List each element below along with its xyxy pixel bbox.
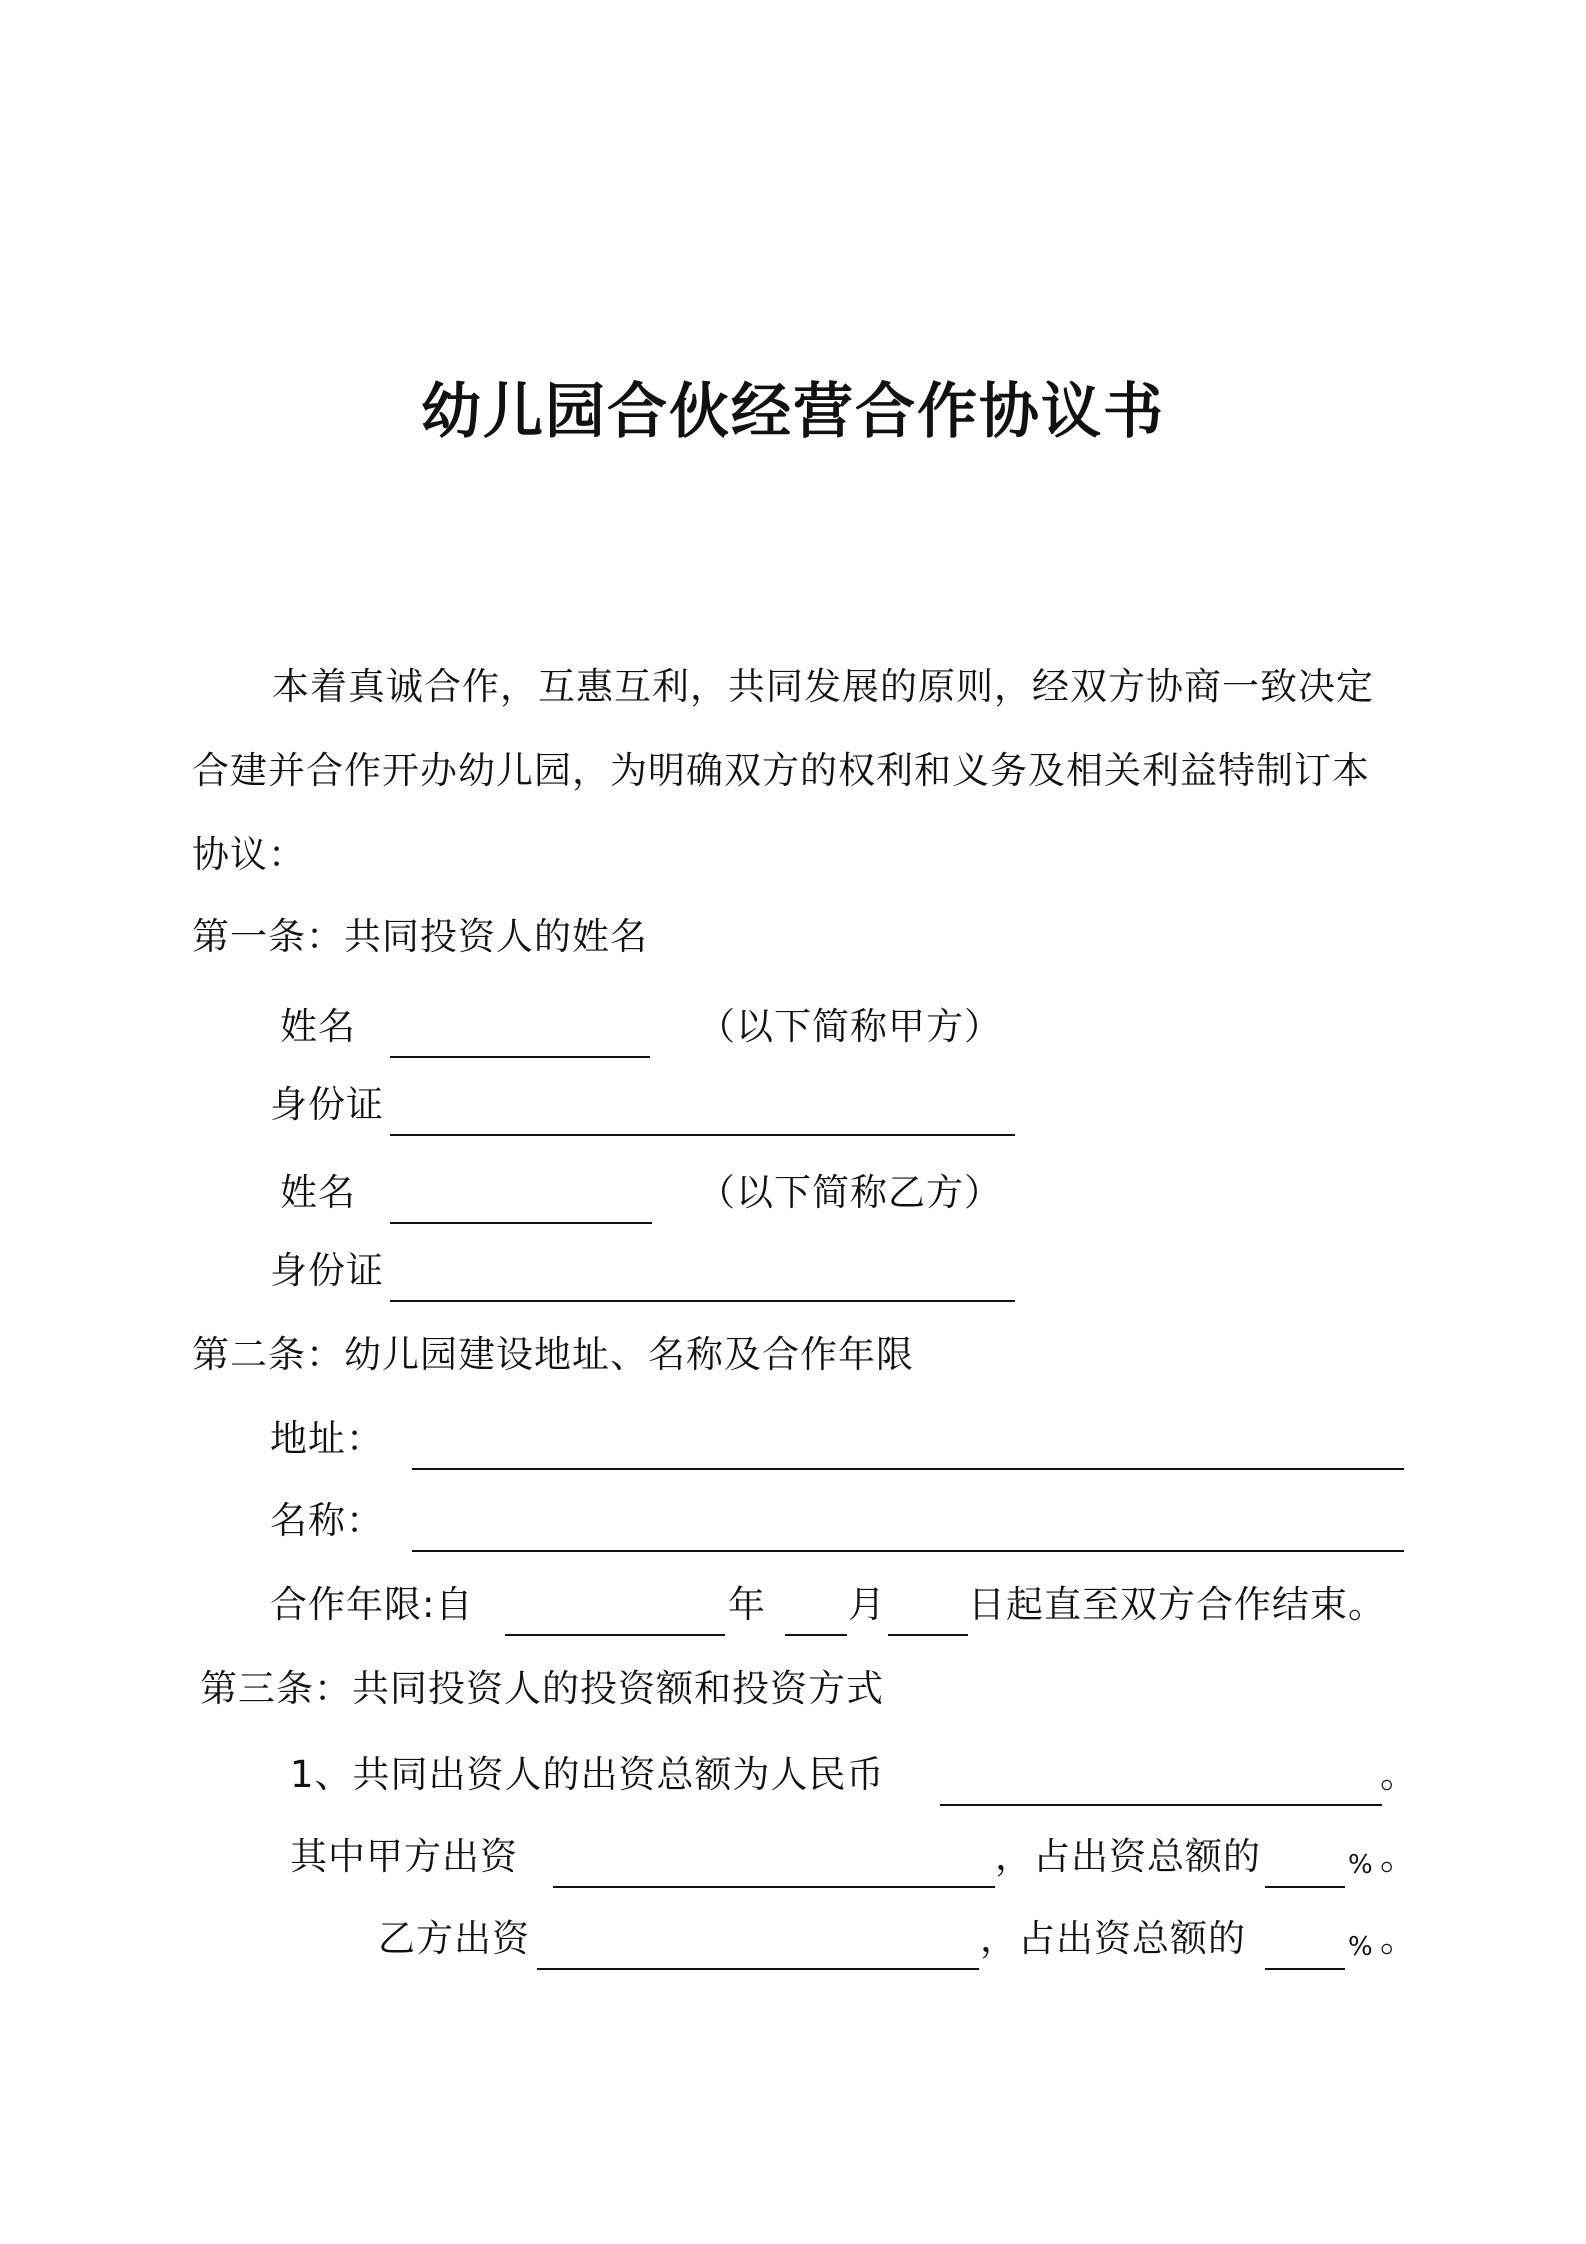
term-month-blank[interactable] (785, 1634, 847, 1636)
party-a-name-label: 姓名 (280, 1005, 356, 1048)
address-blank[interactable] (412, 1468, 1404, 1470)
party-a-contribution-label: 其中甲方出资 (290, 1835, 518, 1878)
term-year-blank[interactable] (505, 1634, 725, 1636)
party-a-id-blank[interactable] (390, 1134, 1015, 1136)
party-a-note: （以下简称甲方） (698, 1005, 1002, 1048)
term-year-label: 年 (728, 1583, 766, 1626)
party-b-share-label: ，占出资总额的 (980, 1917, 1246, 1960)
party-a-name-blank[interactable] (390, 1056, 650, 1058)
term-month-label: 月 (848, 1583, 886, 1626)
kindergarten-name-blank[interactable] (412, 1550, 1404, 1552)
total-investment-period: 。 (1380, 1753, 1418, 1796)
preamble-paragraph: 本着真诚合作，互惠互利，共同发展的原则，经双方协商一致决定合建并合作开办幼儿园，为明确双方的权利和义务及相关利益特制订本协议： (192, 665, 1374, 876)
term-suffix: 日起直至双方合作结束。 (968, 1583, 1386, 1626)
party-b-id-label: 身份证 (270, 1249, 384, 1292)
article3-heading: 第三条：共同投资人的投资额和投资方式 (200, 1667, 884, 1710)
total-investment-label: 1、共同出资人的出资总额为人民币 (290, 1753, 885, 1796)
party-b-contribution-blank[interactable] (537, 1968, 979, 1970)
total-investment-blank[interactable] (940, 1804, 1382, 1806)
party-a-percent-blank[interactable] (1265, 1886, 1345, 1888)
party-b-percent-blank[interactable] (1265, 1968, 1345, 1970)
article1-heading: 第一条：共同投资人的姓名 (192, 915, 648, 958)
party-b-percent-sign: % (1348, 1932, 1374, 1962)
party-a-percent-period: 。 (1380, 1835, 1418, 1878)
party-a-percent-sign: % (1348, 1850, 1374, 1880)
party-a-share-label: ，占出资总额的 (995, 1835, 1261, 1878)
party-b-id-blank[interactable] (390, 1300, 1015, 1302)
kindergarten-name-label: 名称： (270, 1499, 384, 1542)
party-b-note: （以下简称乙方） (698, 1171, 1002, 1214)
party-a-contribution-blank[interactable] (553, 1886, 995, 1888)
party-b-contribution-label: 乙方出资 (378, 1917, 530, 1960)
party-b-name-blank[interactable] (390, 1222, 652, 1224)
article2-heading: 第二条：幼儿园建设地址、名称及合作年限 (192, 1333, 914, 1376)
term-prefix: 合作年限:自 (270, 1583, 474, 1626)
document-title: 幼儿园合伙经营合作协议书 (421, 377, 1165, 447)
party-b-name-label: 姓名 (280, 1171, 356, 1214)
address-label: 地址： (270, 1417, 384, 1460)
term-day-blank[interactable] (888, 1634, 968, 1636)
party-b-percent-period: 。 (1380, 1917, 1418, 1960)
party-a-id-label: 身份证 (270, 1083, 384, 1126)
